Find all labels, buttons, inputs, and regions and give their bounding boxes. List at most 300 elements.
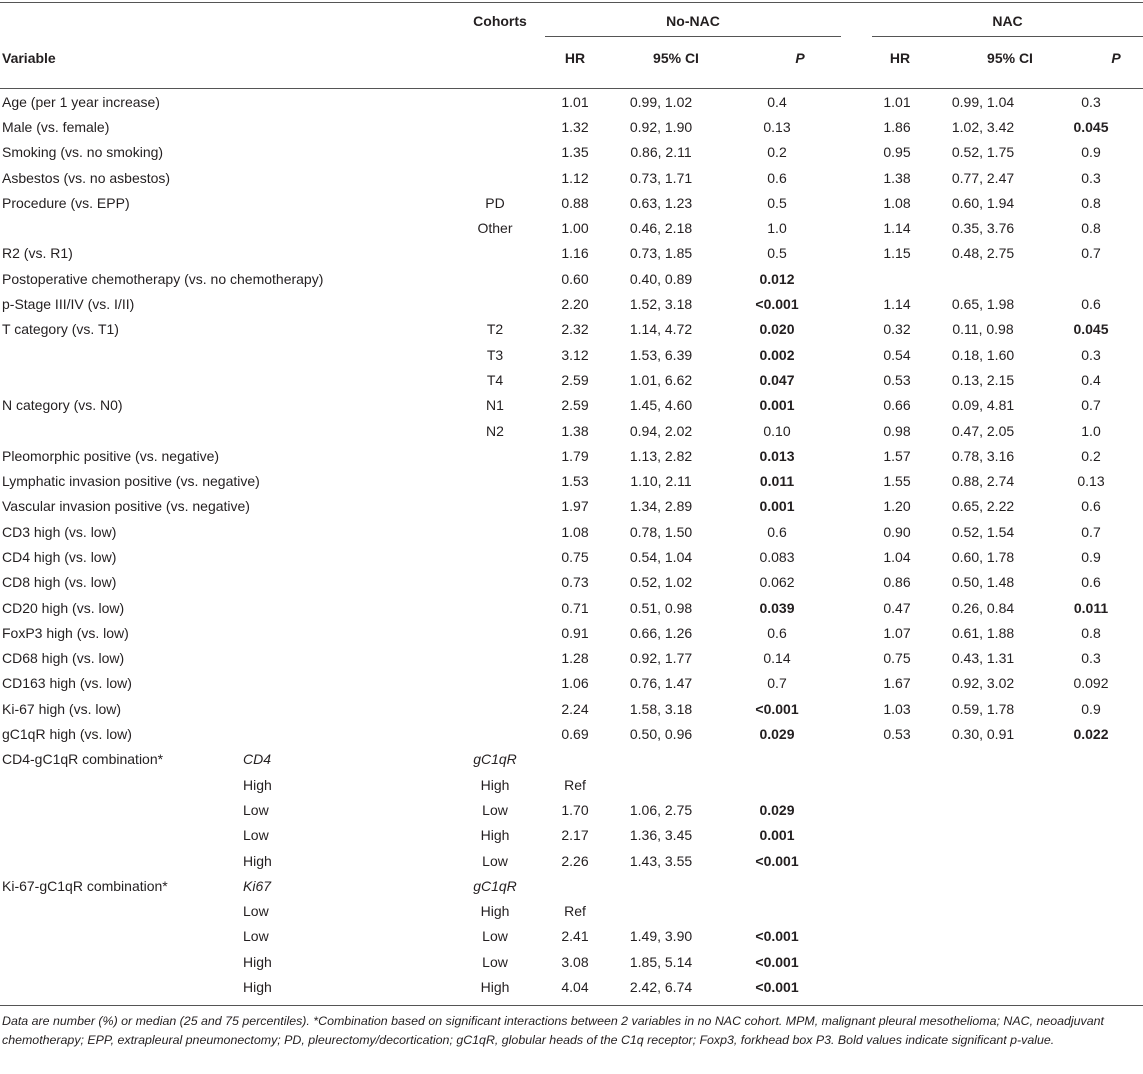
- nac-p-cell: 0.022: [1073, 726, 1109, 743]
- subgroup-b-cell: T3: [486, 346, 504, 363]
- subgroup-b-cell: [445, 266, 545, 291]
- table-row: [0, 747, 1143, 772]
- table-row: [0, 646, 1143, 671]
- no-nac-hr-cell: 2.59: [561, 397, 589, 414]
- subgroup-b-cell: [445, 114, 545, 139]
- column-gap: [837, 544, 867, 569]
- variable-cell: [0, 924, 243, 949]
- variable-cell: [0, 418, 243, 443]
- nac-ci-cell: 0.65, 1.98: [951, 296, 1015, 313]
- subgroup-a-cell: [243, 620, 445, 645]
- no-nac-ci-cell: 0.76, 1.47: [629, 675, 693, 692]
- subgroup-b-cell: [445, 443, 545, 468]
- no-nac-p-cell: 0.5: [767, 245, 787, 262]
- subgroup-a-cell: [243, 671, 445, 696]
- table-row: [0, 949, 1143, 974]
- nac-p-cell: 0.13: [1077, 473, 1105, 490]
- subgroup-a-cell: Low: [243, 801, 269, 818]
- subgroup-b-cell: High: [480, 903, 510, 920]
- table-row: [0, 367, 1143, 392]
- variable-cell: Ki-67-gC1qR combination*: [2, 877, 168, 894]
- subgroup-b-cell: gC1qR: [473, 877, 517, 894]
- table-row: [0, 317, 1143, 342]
- no-nac-p-cell: 0.001: [759, 827, 795, 844]
- subgroup-b-cell: T4: [486, 371, 504, 388]
- table-row: [0, 519, 1143, 544]
- no-nac-ci-cell: 0.51, 0.98: [629, 599, 693, 616]
- nac-ci-cell: 0.50, 1.48: [951, 574, 1015, 591]
- nac-hr-cell: [867, 949, 927, 974]
- nac-ci-cell: [927, 848, 1039, 873]
- nac-hr-cell: 1.20: [883, 498, 911, 515]
- subgroup-a-cell: [243, 241, 445, 266]
- no-nac-hr-cell: 2.17: [561, 827, 589, 844]
- nac-p-cell: [1039, 747, 1143, 772]
- no-nac-ci-cell: 1.43, 3.55: [629, 852, 693, 869]
- table-row: [0, 974, 1143, 999]
- no-nac-ci-cell: 1.85, 5.14: [629, 953, 693, 970]
- column-gap: [837, 924, 867, 949]
- nac-p-cell: [1039, 974, 1143, 999]
- table-row: [0, 89, 1143, 114]
- nac-p-cell: 0.3: [1081, 169, 1101, 186]
- subgroup-b-cell: Low: [482, 801, 508, 818]
- no-nac-hr-cell: 3.08: [561, 953, 589, 970]
- table-row: [0, 165, 1143, 190]
- subgroup-b-cell: T2: [486, 321, 504, 338]
- no-nac-hr-cell: 2.41: [561, 928, 589, 945]
- subgroup-b-cell: N2: [486, 422, 504, 439]
- nac-group-rule: [872, 36, 1143, 37]
- no-nac-hr-cell: 1.32: [561, 118, 589, 135]
- nac-hr-cell: 0.53: [883, 371, 911, 388]
- no-nac-p-cell: 0.6: [767, 624, 787, 641]
- variable-cell: [0, 772, 243, 797]
- nac-hr-cell: [867, 772, 927, 797]
- nac-ci-cell: 0.35, 3.76: [951, 220, 1015, 237]
- header-ci-no-nac: 95% CI: [653, 50, 699, 66]
- subgroup-a-cell: [243, 215, 445, 240]
- subgroup-a-cell: [243, 696, 445, 721]
- nac-p-cell: [1039, 949, 1143, 974]
- column-gap: [837, 443, 867, 468]
- column-gap: [837, 393, 867, 418]
- column-gap: [837, 291, 867, 316]
- nac-p-cell: 0.092: [1073, 675, 1109, 692]
- no-nac-hr-cell: 2.24: [561, 700, 589, 717]
- no-nac-p-cell: 0.039: [759, 599, 795, 616]
- no-nac-hr-cell: 1.53: [561, 473, 589, 490]
- nac-ci-cell: 0.52, 1.54: [951, 523, 1015, 540]
- nac-p-cell: 0.7: [1081, 523, 1101, 540]
- nac-hr-cell: [867, 823, 927, 848]
- no-nac-hr-cell: 1.38: [561, 422, 589, 439]
- no-nac-ci-cell: [605, 899, 717, 924]
- subgroup-a-cell: [243, 570, 445, 595]
- no-nac-p-cell: 0.062: [759, 574, 795, 591]
- subgroup-b-cell: [445, 519, 545, 544]
- no-nac-hr-cell: 2.59: [561, 371, 589, 388]
- header-p-no-nac: P: [795, 50, 805, 66]
- header-hr-no-nac: HR: [564, 50, 586, 66]
- subgroup-b-cell: [445, 494, 545, 519]
- no-nac-hr-cell: 2.20: [561, 296, 589, 313]
- no-nac-ci-cell: 1.52, 3.18: [629, 296, 693, 313]
- no-nac-hr-cell: 1.00: [561, 220, 589, 237]
- nac-p-cell: 0.4: [1081, 371, 1101, 388]
- table-row: [0, 544, 1143, 569]
- subgroup-b-cell: [445, 89, 545, 114]
- nac-p-cell: 0.8: [1081, 194, 1101, 211]
- variable-cell: [0, 974, 243, 999]
- nac-p-cell: 0.3: [1081, 93, 1101, 110]
- nac-p-cell: [1039, 848, 1143, 873]
- variable-cell: [0, 342, 243, 367]
- no-nac-p-cell: 0.020: [759, 321, 795, 338]
- table-row: [0, 797, 1143, 822]
- no-nac-hr-cell: 1.97: [561, 498, 589, 515]
- subgroup-a-cell: [243, 140, 445, 165]
- no-nac-p-cell: 0.5: [767, 194, 787, 211]
- table-row: [0, 721, 1143, 746]
- results-table: [0, 89, 1143, 1000]
- nac-p-cell: [1039, 823, 1143, 848]
- column-gap: [837, 747, 867, 772]
- nac-hr-cell: 0.95: [883, 144, 911, 161]
- nac-ci-cell: 0.26, 0.84: [951, 599, 1015, 616]
- no-nac-ci-cell: 0.73, 1.71: [629, 169, 693, 186]
- table-row: [0, 494, 1143, 519]
- no-nac-hr-cell: 0.60: [561, 270, 589, 287]
- no-nac-ci-cell: 2.42, 6.74: [629, 979, 693, 996]
- variable-cell: [0, 215, 243, 240]
- no-nac-ci-cell: 1.14, 4.72: [629, 321, 693, 338]
- variable-cell: Postoperative chemotherapy (vs. no chemotherapy): [2, 270, 324, 287]
- no-nac-p-cell: 0.029: [759, 726, 795, 743]
- no-nac-ci-cell: 1.01, 6.62: [629, 371, 693, 388]
- column-gap: [837, 949, 867, 974]
- variable-cell: CD4-gC1qR combination*: [2, 751, 164, 768]
- nac-hr-cell: [867, 266, 927, 291]
- nac-hr-cell: 1.15: [883, 245, 911, 262]
- nac-hr-cell: [867, 899, 927, 924]
- nac-ci-cell: 0.60, 1.94: [951, 194, 1015, 211]
- column-gap: [837, 646, 867, 671]
- nac-ci-cell: [927, 823, 1039, 848]
- subgroup-b-cell: [445, 595, 545, 620]
- no-nac-ci-cell: [605, 772, 717, 797]
- nac-p-cell: 0.7: [1081, 245, 1101, 262]
- column-gap: [837, 696, 867, 721]
- nac-hr-cell: [867, 974, 927, 999]
- column-gap: [837, 494, 867, 519]
- column-gap: [837, 823, 867, 848]
- nac-ci-cell: 0.59, 1.78: [951, 700, 1015, 717]
- subgroup-b-cell: gC1qR: [473, 751, 517, 768]
- table-row: [0, 595, 1143, 620]
- no-nac-hr-cell: 0.75: [561, 548, 589, 565]
- nac-p-cell: [1039, 772, 1143, 797]
- no-nac-ci-cell: 1.34, 2.89: [629, 498, 693, 515]
- nac-p-cell: 0.9: [1081, 548, 1101, 565]
- no-nac-ci-cell: 0.78, 1.50: [629, 523, 693, 540]
- no-nac-p-cell: 0.6: [767, 169, 787, 186]
- subgroup-b-cell: Low: [482, 928, 508, 945]
- table-row: [0, 468, 1143, 493]
- nac-ci-cell: [927, 873, 1039, 898]
- no-nac-p-cell: 0.001: [759, 498, 795, 515]
- nac-hr-cell: 1.03: [883, 700, 911, 717]
- column-gap: [837, 342, 867, 367]
- no-nac-p-cell: <0.001: [755, 700, 799, 717]
- nac-ci-cell: 0.78, 3.16: [951, 447, 1015, 464]
- no-nac-ci-cell: [605, 873, 717, 898]
- nac-hr-cell: 0.54: [883, 346, 911, 363]
- no-nac-hr-cell: 0.71: [561, 599, 589, 616]
- no-nac-p-cell: 0.047: [759, 371, 795, 388]
- nac-hr-cell: 1.67: [883, 675, 911, 692]
- no-nac-hr-cell: 1.08: [561, 523, 589, 540]
- nac-hr-cell: 0.98: [883, 422, 911, 439]
- header-nac: NAC: [992, 13, 1023, 29]
- column-gap: [837, 772, 867, 797]
- table-row: [0, 291, 1143, 316]
- no-nac-ci-cell: 0.92, 1.77: [629, 650, 693, 667]
- table-row: [0, 620, 1143, 645]
- no-nac-hr-cell: [545, 747, 605, 772]
- no-nac-ci-cell: 0.52, 1.02: [629, 574, 693, 591]
- no-nac-p-cell: [717, 772, 837, 797]
- no-nac-p-cell: 0.6: [767, 523, 787, 540]
- no-nac-ci-cell: 1.06, 2.75: [629, 801, 693, 818]
- table-row: [0, 215, 1143, 240]
- variable-cell: CD3 high (vs. low): [2, 523, 117, 540]
- nac-p-cell: [1039, 924, 1143, 949]
- no-nac-ci-cell: 0.99, 1.02: [629, 93, 693, 110]
- subgroup-b-cell: [445, 241, 545, 266]
- subgroup-b-cell: [445, 570, 545, 595]
- nac-hr-cell: [867, 797, 927, 822]
- table-row: [0, 443, 1143, 468]
- no-nac-ci-cell: 1.13, 2.82: [629, 447, 693, 464]
- nac-ci-cell: 0.60, 1.78: [951, 548, 1015, 565]
- variable-cell: [0, 367, 243, 392]
- nac-p-cell: [1039, 797, 1143, 822]
- nac-hr-cell: [867, 873, 927, 898]
- column-gap: [837, 317, 867, 342]
- nac-ci-cell: [927, 974, 1039, 999]
- no-nac-ci-cell: 0.40, 0.89: [629, 270, 693, 287]
- column-gap: [837, 140, 867, 165]
- table-bottom-rule: [0, 1005, 1143, 1006]
- column-gap: [837, 974, 867, 999]
- no-nac-hr-cell: 3.12: [561, 346, 589, 363]
- no-nac-ci-cell: 0.63, 1.23: [629, 194, 693, 211]
- subgroup-a-cell: High: [243, 953, 272, 970]
- variable-cell: Pleomorphic positive (vs. negative): [2, 447, 220, 464]
- table-row: [0, 114, 1143, 139]
- no-nac-p-cell: 0.001: [759, 397, 795, 414]
- no-nac-p-cell: 0.002: [759, 346, 795, 363]
- table-row: [0, 696, 1143, 721]
- nac-ci-cell: 0.61, 1.88: [951, 624, 1015, 641]
- table-row: [0, 393, 1143, 418]
- nac-ci-cell: [927, 266, 1039, 291]
- column-gap: [837, 165, 867, 190]
- no-nac-p-cell: 0.7: [767, 675, 787, 692]
- no-nac-ci-cell: 1.53, 6.39: [629, 346, 693, 363]
- header-hr-nac: HR: [889, 50, 911, 66]
- table-row: [0, 342, 1143, 367]
- nac-hr-cell: 0.66: [883, 397, 911, 414]
- subgroup-a-cell: High: [243, 776, 272, 793]
- nac-ci-cell: 0.43, 1.31: [951, 650, 1015, 667]
- subgroup-b-cell: [445, 291, 545, 316]
- subgroup-a-cell: [243, 595, 445, 620]
- subgroup-b-cell: Other: [477, 220, 513, 237]
- nac-ci-cell: 0.52, 1.75: [951, 144, 1015, 161]
- variable-cell: T category (vs. T1): [2, 321, 119, 338]
- subgroup-a-cell: Low: [243, 827, 269, 844]
- nac-hr-cell: 1.38: [883, 169, 911, 186]
- nac-ci-cell: 0.13, 2.15: [951, 371, 1015, 388]
- nac-p-cell: 0.6: [1081, 498, 1101, 515]
- nac-p-cell: 0.3: [1081, 346, 1101, 363]
- column-gap: [837, 215, 867, 240]
- variable-cell: Lymphatic invasion positive (vs. negative): [2, 473, 260, 490]
- variable-cell: Ki-67 high (vs. low): [2, 700, 122, 717]
- nac-ci-cell: [927, 747, 1039, 772]
- subgroup-a-cell: [243, 114, 445, 139]
- nac-ci-cell: 0.88, 2.74: [951, 473, 1015, 490]
- no-nac-ci-cell: 0.66, 1.26: [629, 624, 693, 641]
- no-nac-hr-cell: 2.26: [561, 852, 589, 869]
- no-nac-p-cell: 0.012: [759, 270, 795, 287]
- no-nac-p-cell: 1.0: [767, 220, 787, 237]
- no-nac-ci-cell: 1.10, 2.11: [630, 473, 692, 490]
- nac-hr-cell: 1.07: [883, 624, 911, 641]
- nac-hr-cell: 1.14: [883, 296, 911, 313]
- nac-p-cell: [1039, 266, 1143, 291]
- nac-p-cell: 0.6: [1081, 296, 1101, 313]
- no-nac-p-cell: [717, 873, 837, 898]
- no-nac-hr-cell: 0.73: [561, 574, 589, 591]
- nac-p-cell: 0.9: [1081, 700, 1101, 717]
- table-row: [0, 848, 1143, 873]
- variable-cell: [0, 949, 243, 974]
- subgroup-b-cell: Low: [482, 852, 508, 869]
- subgroup-b-cell: [445, 468, 545, 493]
- variable-cell: [0, 848, 243, 873]
- subgroup-b-cell: [445, 140, 545, 165]
- column-gap: [837, 367, 867, 392]
- subgroup-a-cell: [243, 342, 445, 367]
- no-nac-ci-cell: 0.73, 1.85: [629, 245, 693, 262]
- subgroup-a-cell: [243, 89, 445, 114]
- subgroup-b-cell: [445, 165, 545, 190]
- no-nac-hr-cell: 1.01: [561, 93, 589, 110]
- nac-p-cell: 0.8: [1081, 220, 1101, 237]
- nac-p-cell: 1.0: [1081, 422, 1101, 439]
- subgroup-a-cell: High: [243, 979, 272, 996]
- nac-hr-cell: 1.57: [883, 447, 911, 464]
- no-nac-hr-cell: [545, 873, 605, 898]
- column-gap: [837, 620, 867, 645]
- subgroup-a-cell: [243, 721, 445, 746]
- variable-cell: [0, 899, 243, 924]
- no-nac-p-cell: 0.029: [759, 801, 795, 818]
- subgroup-b-cell: PD: [485, 194, 505, 211]
- column-gap: [837, 418, 867, 443]
- nac-p-cell: 0.045: [1073, 118, 1109, 135]
- table-row: [0, 671, 1143, 696]
- subgroup-a-cell: CD4: [243, 751, 272, 768]
- table-row: [0, 772, 1143, 797]
- table-row: [0, 241, 1143, 266]
- column-gap: [837, 519, 867, 544]
- column-gap: [837, 797, 867, 822]
- subgroup-a-cell: [243, 393, 445, 418]
- no-nac-p-cell: <0.001: [755, 852, 799, 869]
- variable-cell: Vascular invasion positive (vs. negative): [2, 498, 250, 515]
- table-row: [0, 266, 1143, 291]
- nac-ci-cell: 0.18, 1.60: [951, 346, 1015, 363]
- table-top-rule: [0, 2, 1143, 3]
- nac-p-cell: [1039, 873, 1143, 898]
- subgroup-a-cell: [243, 317, 445, 342]
- no-nac-p-cell: [717, 747, 837, 772]
- variable-cell: Asbestos (vs. no asbestos): [2, 169, 171, 186]
- variable-cell: CD20 high (vs. low): [2, 599, 125, 616]
- no-nac-hr-cell: 1.70: [561, 801, 589, 818]
- subgroup-b-cell: [445, 544, 545, 569]
- nac-hr-cell: 0.75: [883, 650, 911, 667]
- no-nac-p-cell: 0.13: [763, 118, 791, 135]
- header-ci-nac: 95% CI: [987, 50, 1033, 66]
- nac-hr-cell: 1.04: [883, 548, 911, 565]
- variable-cell: p-Stage III/IV (vs. I/II): [2, 296, 135, 313]
- nac-hr-cell: 1.55: [883, 473, 911, 490]
- nac-ci-cell: 0.48, 2.75: [951, 245, 1015, 262]
- no-nac-p-cell: [717, 899, 837, 924]
- no-nac-ci-cell: 0.50, 0.96: [629, 726, 693, 743]
- nac-ci-cell: 0.11, 0.98: [952, 321, 1014, 338]
- subgroup-a-cell: [243, 165, 445, 190]
- variable-cell: [0, 797, 243, 822]
- subgroup-a-cell: [243, 494, 445, 519]
- no-nac-p-cell: <0.001: [755, 296, 799, 313]
- nac-p-cell: 0.7: [1081, 397, 1101, 414]
- no-nac-ci-cell: 0.46, 2.18: [629, 220, 693, 237]
- variable-cell: Smoking (vs. no smoking): [2, 144, 164, 161]
- subgroup-a-cell: [243, 646, 445, 671]
- no-nac-ci-cell: 1.45, 4.60: [629, 397, 693, 414]
- nac-p-cell: 0.8: [1081, 624, 1101, 641]
- column-gap: [837, 114, 867, 139]
- no-nac-hr-cell: 0.88: [561, 194, 589, 211]
- no-nac-ci-cell: 1.36, 3.45: [629, 827, 693, 844]
- table-row: [0, 190, 1143, 215]
- no-nac-ci-cell: 0.92, 1.90: [629, 118, 693, 135]
- nac-p-cell: 0.011: [1073, 599, 1109, 616]
- column-gap: [837, 190, 867, 215]
- no-nac-p-cell: <0.001: [755, 928, 799, 945]
- no-nac-hr-cell: 4.04: [561, 979, 589, 996]
- subgroup-a-cell: [243, 291, 445, 316]
- table-row: [0, 418, 1143, 443]
- variable-cell: Male (vs. female): [2, 118, 110, 135]
- nac-p-cell: [1039, 899, 1143, 924]
